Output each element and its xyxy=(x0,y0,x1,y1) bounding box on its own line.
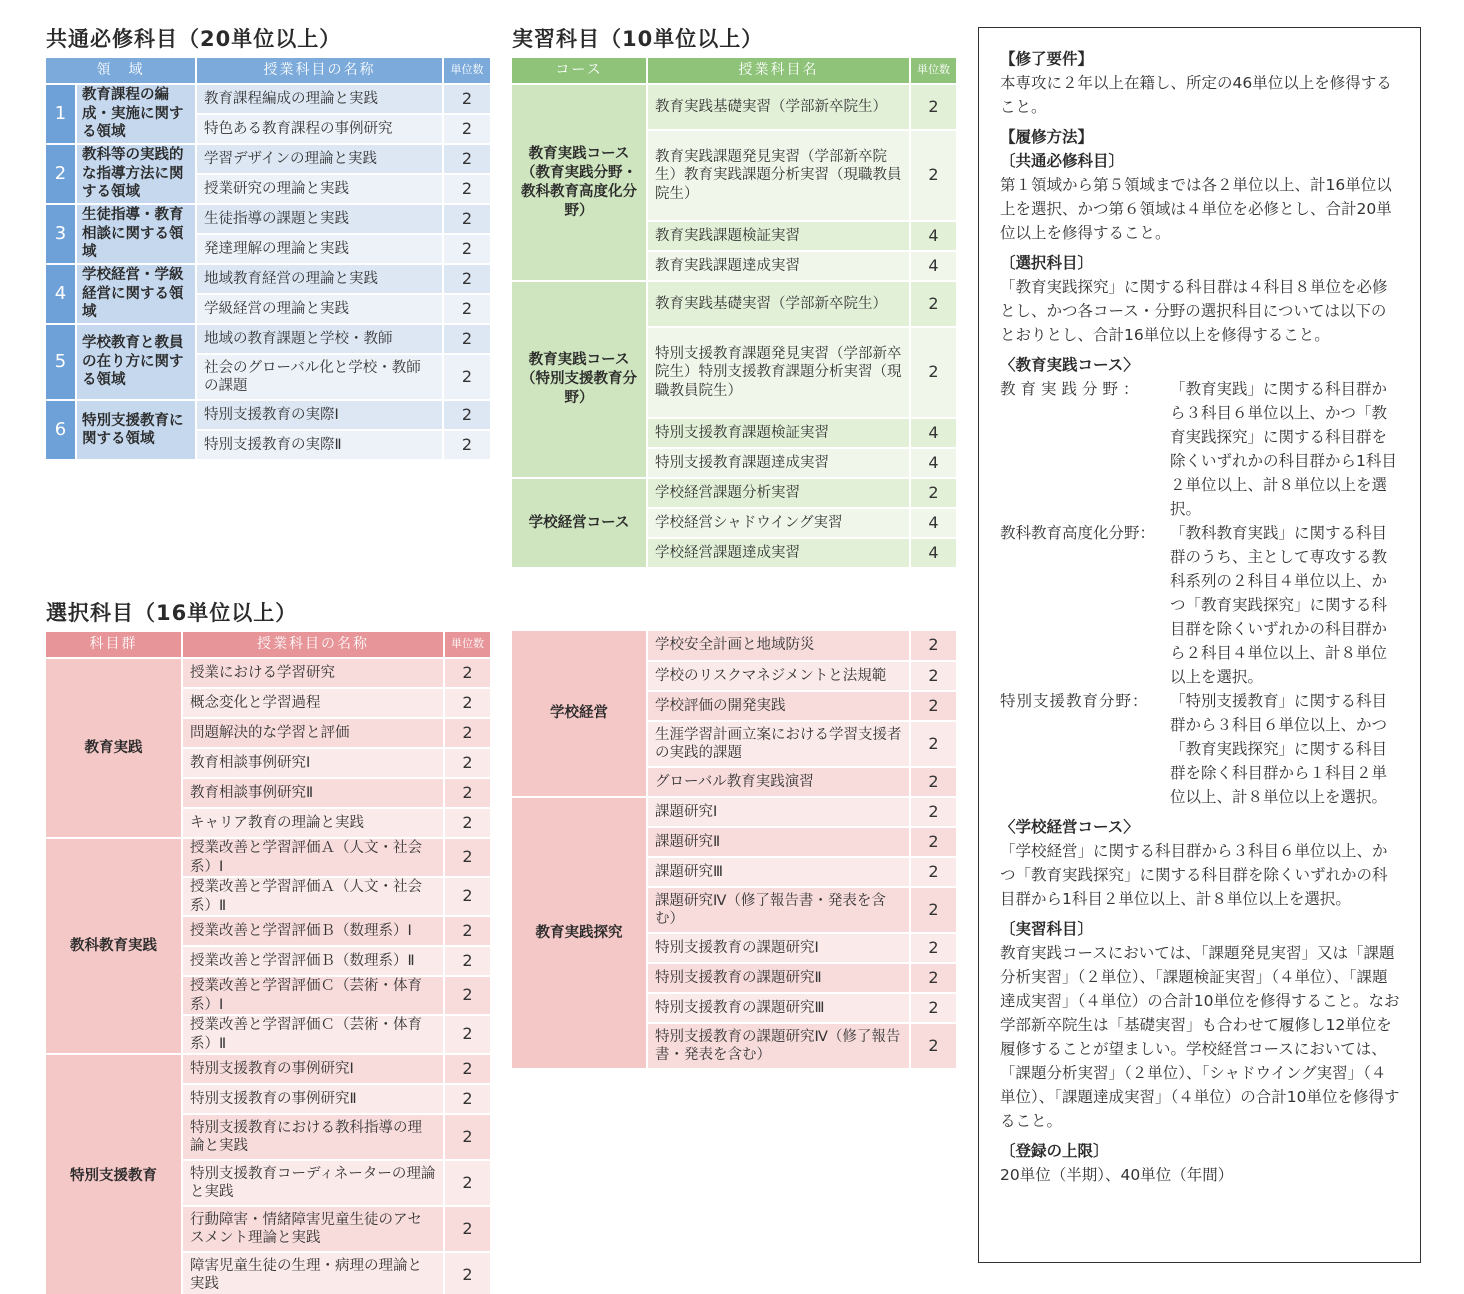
course-units: 2 xyxy=(444,718,491,748)
course-units: 2 xyxy=(443,114,491,144)
practicum-table xyxy=(510,56,958,569)
course-units: 4 xyxy=(910,418,957,448)
course-units: 2 xyxy=(910,963,957,993)
course-name: キャリア教育の理論と実践 xyxy=(182,808,444,838)
header-units: 単位数 xyxy=(910,57,957,84)
course-units: 2 xyxy=(444,1084,491,1114)
course-group: 学校経営コース xyxy=(511,478,647,568)
course-units: 2 xyxy=(910,797,957,827)
course-units: 2 xyxy=(910,721,957,767)
field-text: 「教科教育実践」に関する科目群のうち、主として専攻する教科系列の２科目４単位以上、かつ「教育実践探究」に関する科目群を除くいずれかの科目群から２科目４単位以上、計８単位以上を選択。 xyxy=(1170,524,1388,686)
course-name: 授業改善と学習評価Ｃ（芸術・体育系）Ⅱ xyxy=(182,1015,444,1054)
area-number: 5 xyxy=(45,324,76,400)
area-name: 学校教育と教員の在り方に関する領域 xyxy=(76,324,196,400)
area-number: 1 xyxy=(45,84,76,144)
course-name: 生涯学習計画立案における学習支援者の実践的課題 xyxy=(647,721,910,767)
course-name: 特別支援教育の事例研究Ⅱ xyxy=(182,1084,444,1114)
course-units: 4 xyxy=(910,221,957,251)
course-name: 授業改善と学習評価Ａ（人文・社会系）Ⅰ xyxy=(182,838,444,877)
common-table xyxy=(44,56,492,461)
course-name: 授業研究の理論と実践 xyxy=(196,174,443,204)
course-name: 問題解決的な学習と評価 xyxy=(182,718,444,748)
course-units: 4 xyxy=(910,538,957,568)
course-units: 2 xyxy=(443,204,491,234)
course-name: 特別支援教育の課題研究Ⅰ xyxy=(647,933,910,963)
mgmt-course-title: 〈学校経営コース〉 xyxy=(1000,818,1139,836)
course-name: 特色ある教育課程の事例研究 xyxy=(196,114,443,144)
elective-req-title: 〔選択科目〕 xyxy=(1000,254,1094,272)
course-name: 特別支援教育の課題研究Ⅱ xyxy=(647,963,910,993)
course-group: 教育実践コース（教育実践分野・教科教育高度化分野） xyxy=(511,84,647,281)
course-name: 学校のリスクマネジメントと法規範 xyxy=(647,661,910,691)
course-units: 2 xyxy=(910,130,957,221)
course-name: 生徒指導の課題と実践 xyxy=(196,204,443,234)
course-units: 2 xyxy=(443,354,491,400)
course-units: 2 xyxy=(443,324,491,354)
field-text: 「特別支援教育」に関する科目群から３科目６単位以上、かつ「教育実践探究」に関する科目群を除く科目群から１科目２単位以上、計８単位以上を選択。 xyxy=(1170,692,1388,806)
course-group: 教育実践 xyxy=(45,658,182,838)
course-name: 教育実践基礎実習（学部新卒院生） xyxy=(647,84,910,130)
course-name: 特別支援教育の実際Ⅰ xyxy=(196,400,443,430)
course-name: 特別支援教育課題発見実習（学部新卒院生）特別支援教育課題分析実習（現職教員院生） xyxy=(647,327,910,418)
course-units: 2 xyxy=(910,661,957,691)
course-units: 2 xyxy=(444,1054,491,1084)
course-name: 社会のグローバル化と学校・教師の課題 xyxy=(196,354,443,400)
course-name: 課題研究Ⅰ xyxy=(647,797,910,827)
course-units: 2 xyxy=(444,1252,491,1294)
course-units: 2 xyxy=(443,174,491,204)
course-units: 2 xyxy=(444,976,491,1015)
header-area: 領 域 xyxy=(45,57,196,84)
course-units: 2 xyxy=(910,630,957,661)
course-name: 特別支援教育の実際Ⅱ xyxy=(196,430,443,460)
course-name: 教育実践課題達成実習 xyxy=(647,251,910,281)
course-name: 学校経営課題分析実習 xyxy=(647,478,910,508)
limit-text: 20単位（半期）、40単位（年間） xyxy=(1000,1166,1234,1184)
course-units: 2 xyxy=(444,946,491,976)
course-name: 特別支援教育課題達成実習 xyxy=(647,448,910,478)
course-units: 2 xyxy=(910,478,957,508)
course-name: 学習デザインの理論と実践 xyxy=(196,144,443,174)
course-name: 学校安全計画と地域防災 xyxy=(647,630,910,661)
course-units: 2 xyxy=(910,933,957,963)
field-row xyxy=(1000,689,1400,809)
course-units: 2 xyxy=(443,294,491,324)
common-req-title: 〔共通必修科目〕 xyxy=(1000,152,1125,170)
course-units: 2 xyxy=(444,808,491,838)
course-name: 授業改善と学習評価Ａ（人文・社会系）Ⅱ xyxy=(182,877,444,916)
header-units: 単位数 xyxy=(443,57,491,84)
course-name: グローバル教育実践演習 xyxy=(647,767,910,797)
course-units: 2 xyxy=(443,144,491,174)
course-units: 2 xyxy=(444,658,491,688)
practice-course-title: 〈教育実践コース〉 xyxy=(1000,356,1139,374)
course-units: 2 xyxy=(443,234,491,264)
course-name: 特別支援教育コーディネーターの理論と実践 xyxy=(182,1160,444,1206)
course-group: 教育実践探究 xyxy=(511,797,647,1069)
course-group: 特別支援教育 xyxy=(45,1054,182,1294)
header-course: 授業科目の名称 xyxy=(182,631,444,658)
course-name: 地域の教育課題と学校・教師 xyxy=(196,324,443,354)
header-course: 授業科目名 xyxy=(647,57,910,84)
course-units: 2 xyxy=(910,767,957,797)
course-group: 学校経営 xyxy=(511,630,647,797)
limit-title: 〔登録の上限〕 xyxy=(1000,1142,1109,1160)
course-name: 教育実践課題検証実習 xyxy=(647,221,910,251)
course-units: 2 xyxy=(910,84,957,130)
course-units: 2 xyxy=(910,827,957,857)
area-name: 教科等の実践的な指導方法に関する領域 xyxy=(76,144,196,204)
area-number: 6 xyxy=(45,400,76,460)
course-units: 4 xyxy=(910,251,957,281)
course-name: 特別支援教育課題検証実習 xyxy=(647,418,910,448)
course-units: 2 xyxy=(443,400,491,430)
practicum-title: 実習科目（10単位以上） xyxy=(512,27,764,51)
course-group: 教育実践コース（特別支援教育分野） xyxy=(511,281,647,478)
course-units: 2 xyxy=(443,84,491,114)
requirements-box xyxy=(978,27,1421,1263)
course-units: 2 xyxy=(444,748,491,778)
field-label: 特別支援教育分野： xyxy=(1000,692,1149,710)
course-name: 課題研究Ⅳ（修了報告書・発表を含む） xyxy=(647,887,910,933)
course-name: 学校経営課題達成実習 xyxy=(647,538,910,568)
field-label: 教育実践分野： xyxy=(1000,380,1144,398)
course-units: 2 xyxy=(443,430,491,460)
practicum-req-title: 〔実習科目〕 xyxy=(1000,920,1094,938)
course-name: 教育実践基礎実習（学部新卒院生） xyxy=(647,281,910,327)
course-name: 障害児童生徒の生理・病理の理論と実践 xyxy=(182,1252,444,1294)
mgmt-course-text: 「学校経営」に関する科目群から３科目６単位以上、かつ「教育実践探究」に関する科目群を除くいずれかの科目群から1科目２単位以上、計８単位以上を選択。 xyxy=(1000,842,1388,908)
course-name: 教育実践課題発見実習（学部新卒院生）教育実践課題分析実習（現職教員院生） xyxy=(647,130,910,221)
common-req-text: 第１領域から第５領域までは各２単位以上、計16単位以上を選択、かつ第６領域は４単位を必修とし、合計20単位以上を修得すること。 xyxy=(1000,176,1392,242)
course-units: 2 xyxy=(444,838,491,877)
course-name: 特別支援教育の課題研究Ⅲ xyxy=(647,993,910,1023)
course-name: 特別支援教育における教科指導の理論と実践 xyxy=(182,1114,444,1160)
course-units: 2 xyxy=(444,877,491,916)
course-name: 課題研究Ⅱ xyxy=(647,827,910,857)
course-name: 授業改善と学習評価Ｂ（数理系）Ⅱ xyxy=(182,946,444,976)
course-name: 学校評価の開発実践 xyxy=(647,691,910,721)
course-name: 教育相談事例研究Ⅱ xyxy=(182,778,444,808)
course-units: 2 xyxy=(910,281,957,327)
area-name: 特別支援教育に関する領域 xyxy=(76,400,196,460)
header-course-type: コース xyxy=(511,57,647,84)
course-name: 概念変化と学習過程 xyxy=(182,688,444,718)
course-name: 授業改善と学習評価Ｂ（数理系）Ⅰ xyxy=(182,916,444,946)
course-name: 学校経営シャドウイング実習 xyxy=(647,508,910,538)
field-row xyxy=(1000,521,1400,689)
course-group: 教科教育実践 xyxy=(45,838,182,1054)
course-units: 4 xyxy=(910,448,957,478)
elective-title: 選択科目（16単位以上） xyxy=(46,601,298,625)
completion-text: 本専攻に２年以上在籍し、所定の46単位以上を修得すること。 xyxy=(1000,74,1392,116)
elective-req-text: 「教育実践探究」に関する科目群は４科目８単位を必修とし、かつ各コース・分野の選択科目については以下のとおりとし、合計16単位以上を修得すること。 xyxy=(1000,278,1388,344)
course-units: 2 xyxy=(444,916,491,946)
header-units: 単位数 xyxy=(444,631,491,658)
field-text: 「教育実践」に関する科目群から３科目６単位以上、かつ「教育実践探究」に関する科目群を除くいずれかの科目群から1科目２単位以上、計８単位以上を選択。 xyxy=(1170,380,1397,518)
header-course: 授業科目の名称 xyxy=(196,57,443,84)
area-name: 教育課程の編成・実施に関する領域 xyxy=(76,84,196,144)
course-units: 2 xyxy=(910,1023,957,1069)
area-name: 学校経営・学級経営に関する領域 xyxy=(76,264,196,324)
elective-table-right xyxy=(510,629,958,1070)
course-units: 2 xyxy=(444,1114,491,1160)
field-row xyxy=(1000,377,1400,521)
area-number: 4 xyxy=(45,264,76,324)
course-units: 2 xyxy=(910,857,957,887)
course-units: 2 xyxy=(444,1206,491,1252)
course-name: 特別支援教育の課題研究Ⅳ（修了報告書・発表を含む） xyxy=(647,1023,910,1069)
course-name: 課題研究Ⅲ xyxy=(647,857,910,887)
course-name: 行動障害・情緒障害児童生徒のアセスメント理論と実践 xyxy=(182,1206,444,1252)
practicum-req-text: 教育実践コースにおいては、「課題発見実習」又は「課題分析実習」（２単位）、「課題検証実習」（４単位）、「課題達成実習」（４単位）の合計10単位を修得すること。なお学部新卒院生は「基礎実習」も合わせて履修し12単位を履修することが望ましい。学校経営コースにおいては、「課題分析実習」（２単位）、「シャドウイング実習」（４単位）、「課題達成実習」（４単位）の合計10単位を修得すること。 xyxy=(1000,944,1400,1130)
course-units: 2 xyxy=(910,327,957,418)
method-title: 【履修方法】 xyxy=(1000,128,1094,146)
course-units: 2 xyxy=(910,993,957,1023)
course-name: 地域教育経営の理論と実践 xyxy=(196,264,443,294)
area-number: 3 xyxy=(45,204,76,264)
course-name: 授業における学習研究 xyxy=(182,658,444,688)
course-units: 2 xyxy=(444,688,491,718)
course-name: 学級経営の理論と実践 xyxy=(196,294,443,324)
common-title: 共通必修科目（20単位以上） xyxy=(46,27,342,51)
header-group: 科目群 xyxy=(45,631,182,658)
course-units: 2 xyxy=(444,1160,491,1206)
course-name: 発達理解の理論と実践 xyxy=(196,234,443,264)
completion-title: 【修了要件】 xyxy=(1000,50,1094,68)
course-name: 授業改善と学習評価Ｃ（芸術・体育系）Ⅰ xyxy=(182,976,444,1015)
course-units: 2 xyxy=(444,1015,491,1054)
area-name: 生徒指導・教育相談に関する領域 xyxy=(76,204,196,264)
course-name: 教育課程編成の理論と実践 xyxy=(196,84,443,114)
course-units: 2 xyxy=(910,887,957,933)
elective-table-left xyxy=(44,630,492,1294)
area-number: 2 xyxy=(45,144,76,204)
course-name: 教育相談事例研究Ⅰ xyxy=(182,748,444,778)
course-name: 特別支援教育の事例研究Ⅰ xyxy=(182,1054,444,1084)
course-units: 2 xyxy=(910,691,957,721)
course-units: 4 xyxy=(910,508,957,538)
course-units: 2 xyxy=(444,778,491,808)
field-label: 教科教育高度化分野： xyxy=(1000,524,1156,542)
course-units: 2 xyxy=(443,264,491,294)
